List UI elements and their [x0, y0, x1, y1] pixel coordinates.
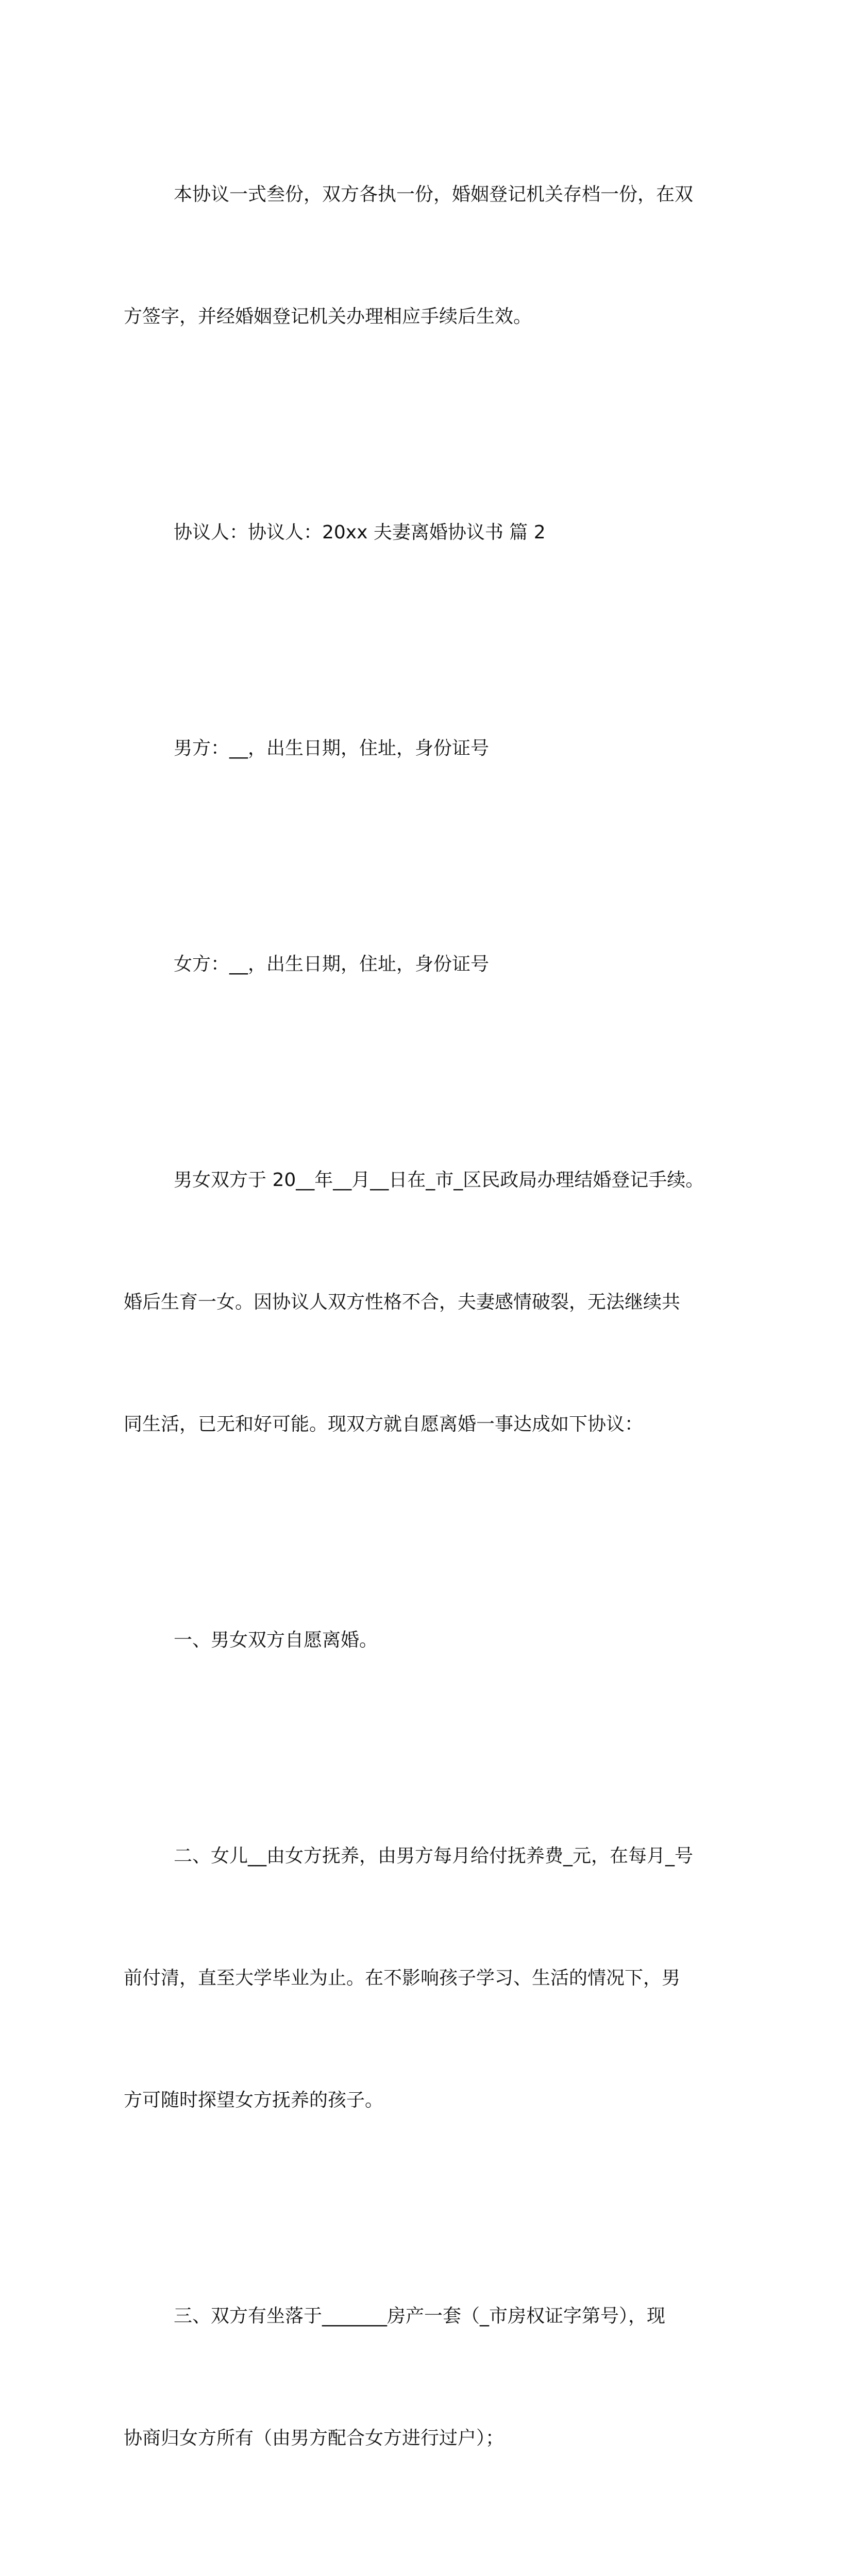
text-line: 方可随时探望女方抚养的孩子。	[124, 2090, 384, 2111]
paragraph-male-party	[124, 647, 716, 850]
text-line: 方签字，并经婚姻登记机关办理相应手续后生效。	[124, 306, 532, 327]
text-line: 一、男女双方自愿离婚。	[174, 1630, 378, 1651]
text-line: 女方：__，出生日期，住址，身份证号	[174, 954, 490, 975]
paragraph-clause-2	[124, 1754, 716, 2202]
paragraph-signatories	[124, 431, 716, 634]
document-body	[124, 93, 716, 2576]
text-line: 同生活，已无和好可能。现双方就自愿离婚一事达成如下协议：	[124, 1414, 644, 1435]
paragraph-preamble	[124, 1078, 716, 1526]
paragraph-female-party	[124, 862, 716, 1066]
text-line: 本协议一式叁份，双方各执一份，婚姻登记机关存档一份，在双	[174, 184, 694, 205]
paragraph-clause-4	[124, 2552, 716, 2576]
paragraph-copies-clause	[124, 93, 716, 418]
paragraph-clause-3	[124, 2214, 716, 2540]
text-line: 婚后生育一女。因协议人双方性格不合，夫妻感情破裂，无法继续共	[124, 1292, 681, 1313]
text-line: 前付清，直至大学毕业为止。在不影响孩子学习、生活的情况下，男	[124, 1968, 681, 1989]
text-line: 三、双方有坐落于_______房产一套（_市房权证字第号），现	[174, 2306, 666, 2327]
text-line: 协议人：协议人：20xx 夫妻离婚协议书 篇 2	[174, 522, 546, 543]
text-line: 男女双方于 20__年__月__日在_市_区民政局办理结婚登记手续。	[174, 1170, 704, 1191]
text-line: 二、女儿__由女方抚养，由男方每月给付抚养费_元，在每月_号	[174, 1845, 694, 1867]
text-line: 协商归女方所有（由男方配合女方进行过户）；	[124, 2428, 504, 2449]
text-line: 男方：__，出生日期，住址，身份证号	[174, 738, 490, 759]
paragraph-clause-1	[124, 1538, 716, 1742]
